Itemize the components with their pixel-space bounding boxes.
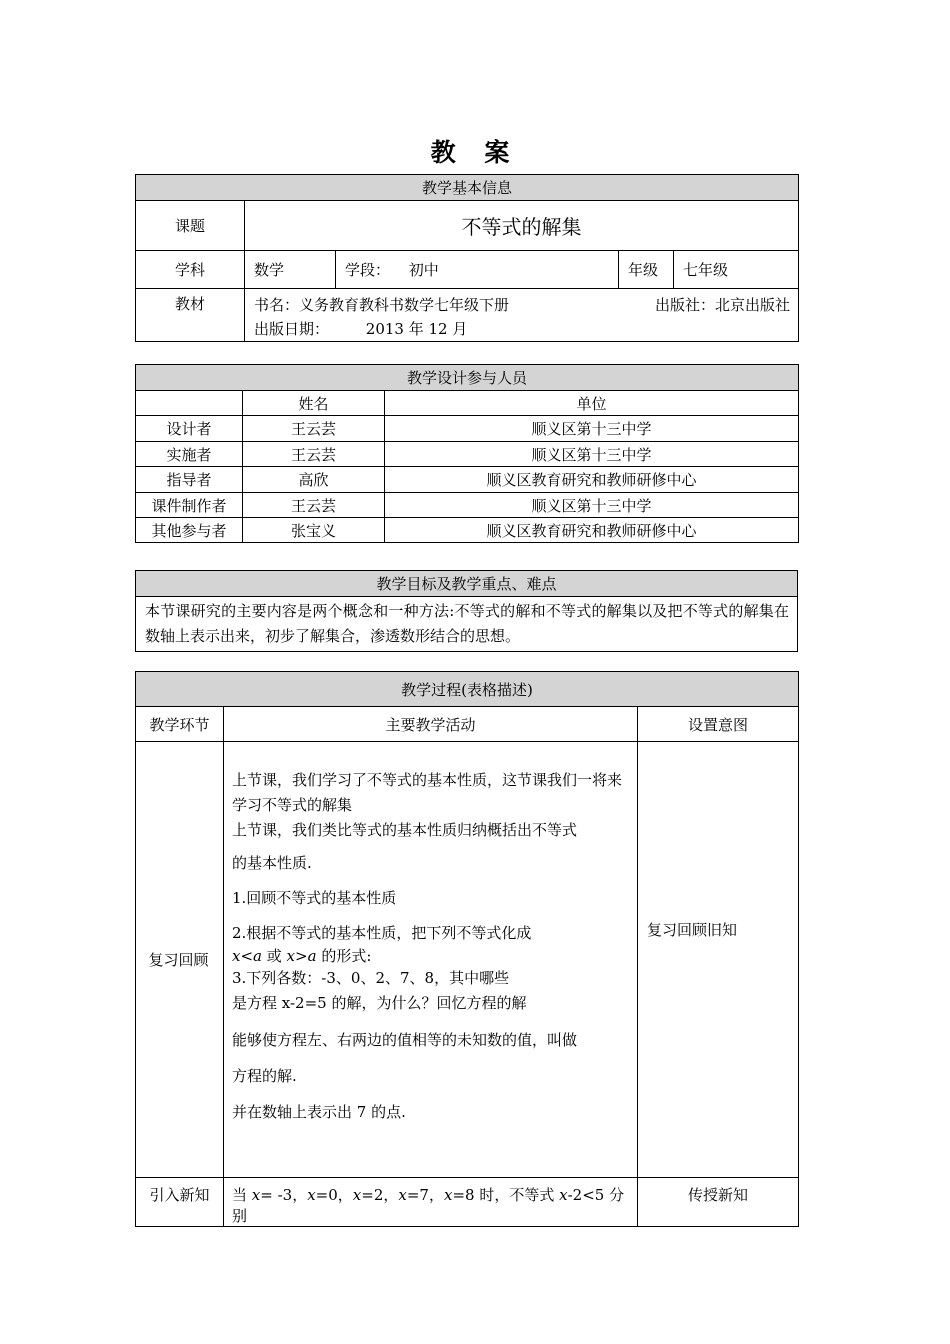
- grade-value: 七年级: [674, 251, 799, 289]
- role-header-empty: [136, 391, 243, 416]
- table-row: [136, 416, 799, 442]
- table-row: [136, 742, 799, 1178]
- table-row: [136, 493, 799, 518]
- table-row: [136, 518, 799, 543]
- intro-purpose: 传授新知: [638, 1178, 799, 1227]
- review-text: 上节课，我们类比等式的基本性质归纳概括出不等式: [232, 821, 578, 839]
- objectives-text: 本节课研究的主要内容是两个概念和一种方法:不等式的解和不等式的解集以及把不等式的解集在数轴上表示出来，初步了解集合，渗透数形结合的思想。: [136, 597, 798, 652]
- process-header: 教学过程(表格描述): [136, 672, 799, 707]
- role-cell: 其他参与者: [136, 518, 243, 543]
- math-text: 的形式:: [316, 947, 372, 965]
- book-name: 书名：义务教育教科书数学七年级下册: [254, 296, 510, 314]
- participants-header: 教学设计参与人员: [136, 365, 799, 391]
- objectives-table: [135, 570, 798, 652]
- inequality-form-line: [232, 946, 629, 966]
- review-text: 能够使方程左、右两边的值相等的未知数的值，叫做: [232, 1031, 578, 1049]
- name-cell: 高欣: [243, 467, 385, 493]
- name-cell: 王云芸: [243, 493, 385, 518]
- unit-cell: 顺义区第十三中学: [385, 416, 799, 442]
- table-row: [136, 467, 799, 493]
- math-text: 或: [262, 947, 287, 965]
- math-variable: x: [352, 1186, 362, 1204]
- subject-label: 学科: [136, 251, 245, 289]
- textbook-label: 教材: [136, 289, 245, 342]
- participants-table: [135, 364, 799, 543]
- document-title: 教 案: [430, 138, 520, 167]
- intro-text: =0，: [315, 1186, 353, 1204]
- review-text: 的基本性质.: [232, 854, 312, 872]
- math-variable: x: [398, 1186, 407, 1204]
- unit-cell: 顺义区教育研究和教师研修中心: [385, 467, 799, 493]
- unit-cell: 顺义区教育研究和教师研修中心: [385, 518, 799, 543]
- role-cell: 课件制作者: [136, 493, 243, 518]
- stage-cell: [336, 251, 619, 289]
- intro-text: = -3，: [260, 1186, 308, 1204]
- role-cell: 指导者: [136, 467, 243, 493]
- intro-activity: [224, 1178, 638, 1227]
- review-item-1: 1.回顾不等式的基本性质: [232, 889, 397, 907]
- basic-info-table: [135, 174, 799, 342]
- objectives-header: 教学目标及教学重点、难点: [136, 571, 798, 597]
- textbook-cell: [245, 289, 799, 342]
- name-column-header: 姓名: [243, 391, 385, 416]
- name-cell: 王云芸: [243, 416, 385, 442]
- math-variable: x: [251, 1186, 261, 1204]
- unit-column-header: 单位: [385, 391, 799, 416]
- intro-text: =2，: [361, 1186, 399, 1204]
- pub-date-value: 2013 年 12 月: [365, 320, 468, 338]
- math-operator: <: [240, 947, 254, 965]
- math-variable: x: [307, 1186, 316, 1204]
- role-cell: 实施者: [136, 442, 243, 467]
- math-variable: a: [307, 947, 317, 965]
- process-table: [135, 671, 799, 1227]
- review-intro-text: 上节课，我们学习了不等式的基本性质，这节课我们一将来学习不等式的解集: [232, 771, 623, 814]
- review-text: 方程的解.: [232, 1067, 297, 1085]
- purpose-column-header: 设置意图: [638, 707, 799, 742]
- topic-value: 不等式的解集: [245, 201, 799, 251]
- basic-info-header: 教学基本信息: [136, 175, 799, 201]
- review-item-3: 3.下列各数：-3、0、2、7、8，其中哪些: [232, 969, 510, 987]
- pub-date-label: 出版日期：: [254, 320, 330, 338]
- publisher: 出版社：北京出版社: [654, 296, 790, 314]
- name-cell: 张宝义: [243, 518, 385, 543]
- table-row: [136, 1178, 799, 1227]
- role-cell: 设计者: [136, 416, 243, 442]
- math-variable: x: [443, 1186, 453, 1204]
- intro-text: =7，: [406, 1186, 444, 1204]
- activity-column-header: 主要教学活动: [224, 707, 638, 742]
- subject-value: 数学: [245, 251, 336, 289]
- review-activity: [224, 742, 638, 1178]
- intro-text: -2<5 分别: [232, 1186, 625, 1225]
- math-variable: x: [559, 1186, 568, 1204]
- name-cell: 王云芸: [243, 442, 385, 467]
- stage-value: 初中: [408, 261, 439, 279]
- review-text: 是方程 x-2=5 的解，为什么？回忆方程的解: [232, 994, 527, 1012]
- unit-cell: 顺义区第十三中学: [385, 442, 799, 467]
- table-row: [136, 442, 799, 467]
- review-item-2: 2.根据不等式的基本性质，把下列不等式化成: [232, 924, 532, 942]
- math-variable: x: [286, 947, 296, 965]
- topic-label: 课题: [136, 201, 245, 251]
- math-variable: a: [253, 947, 262, 965]
- stage-column-header: 教学环节: [136, 707, 224, 742]
- math-operator: >: [295, 947, 308, 965]
- grade-label: 年级: [619, 251, 674, 289]
- intro-text: =8 时，不等式: [452, 1186, 560, 1204]
- stage-label: 学段：: [345, 261, 391, 279]
- review-text: 并在数轴上表示出 7 的点.: [232, 1103, 406, 1121]
- unit-cell: 顺义区第十三中学: [385, 493, 799, 518]
- intro-stage: 引入新知: [136, 1178, 224, 1227]
- intro-text: 当: [232, 1186, 252, 1204]
- review-stage: 复习回顾: [136, 742, 224, 1178]
- review-purpose: 复习回顾旧知: [638, 742, 799, 1178]
- math-variable: x: [232, 947, 241, 965]
